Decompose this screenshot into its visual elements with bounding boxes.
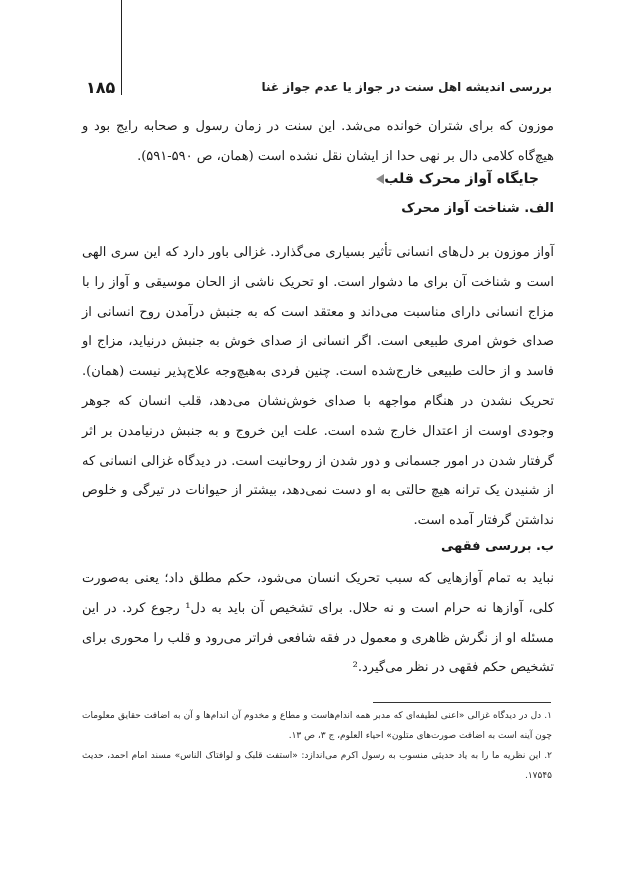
subheading-alef: الف. شناخت آواز محرک bbox=[401, 201, 554, 216]
subheading-be: ب. بررسی فقهی bbox=[440, 539, 554, 554]
running-title: بررسی اندیشه اهل سنت در جواز یا عدم جواز غنا bbox=[261, 80, 552, 94]
section-heading-text: جایگاه آواز محرک قلب bbox=[384, 171, 539, 187]
section-heading bbox=[82, 171, 539, 187]
page-number: ۱۸۵ bbox=[86, 78, 116, 97]
footnote-divider bbox=[373, 702, 551, 703]
paragraph-body: آواز موزون بر دل‌های انسانی تأثیر بسیاری می‌گذارد. غزالی باور دارد که این سری الهی است و شناخت آن برای ما دشوار است. او تحریک ناشی از الحان موسیقی و آواز را با مزاج انسانی دارای مناسبت می‌داند و معتقد است که به جنبش درآمدن روح انسانی از صدای خوش امری طبیعی است. اگر انسانی از صدای خوش به جنبش درنیاید، مزاج او فاسد و از حالت طبیعی خارج‌شده است. چنین فردی به‌هیچ‌وجه علاج‌پذیر نیست (همان). تحریک نشدن در هنگام مواجهه با صدای خوش‌نشان می‌دهد، قلب انسان که جوهر وجودی اوست از اعتدال خارج شده است. علت این خروج و به جنبش درنیامدن بر اثر گرفتار شدن در امور جسمانی و دور شدن از روحانیت است. در دیدگاه غزالی انسانی که از شنیدن یک ترانه هیچ حالتی به او دست نمی‌دهد، بیشتر از حیوانات در تیرگی و خلوص نداشتن گرفتار آمده است. bbox=[82, 245, 554, 529]
paragraph-continuation: موزون که برای شتران خوانده می‌شد. این سنت در زمان رسول و صحابه رایج بود و هیچ‌گاه کلامی دال بر نهی حدا از ایشان نقل نشده است (همان، ص ۵۹۰-۵۹۱). bbox=[82, 119, 554, 164]
footnote-1: ۱. دل در دیدگاه غزالی «اعنی لطیفه‌ای که مدبر همه اندام‌هاست و مطاع و مخدوم آن اندام‌ها و آن به اضافت حقایق معلومات چون آینه است به اضافت صورت‌های متلون» احیاء العلوم، ج ۳، ص ۱۳. bbox=[82, 711, 552, 741]
footnote-2: ۲. این نظریه ما را به یاد حدیثی منسوب به رسول اکرم می‌اندازد: «استفت قلبک و لوافتاک الناس» مسند امام احمد، حدیث ۱۷۵۴۵. bbox=[82, 751, 552, 781]
paragraph-fiqh: نباید به تمام آوازهایی که سبب تحریک انسان می‌شود، حکم مطلق داد؛ یعنی به‌صورت کلی، آوازها نه حرام است و نه حلال. برای تشخیص آن باید به دل¹ رجوع کرد. در این مسئله او از نگرش ظاهری و معمول در فقه شافعی فراتر می‌رود و قلب را محوری برای تشخیص حکم فقهی در نظر می‌گیرد.² bbox=[82, 571, 555, 676]
header-divider-line bbox=[121, 0, 122, 95]
